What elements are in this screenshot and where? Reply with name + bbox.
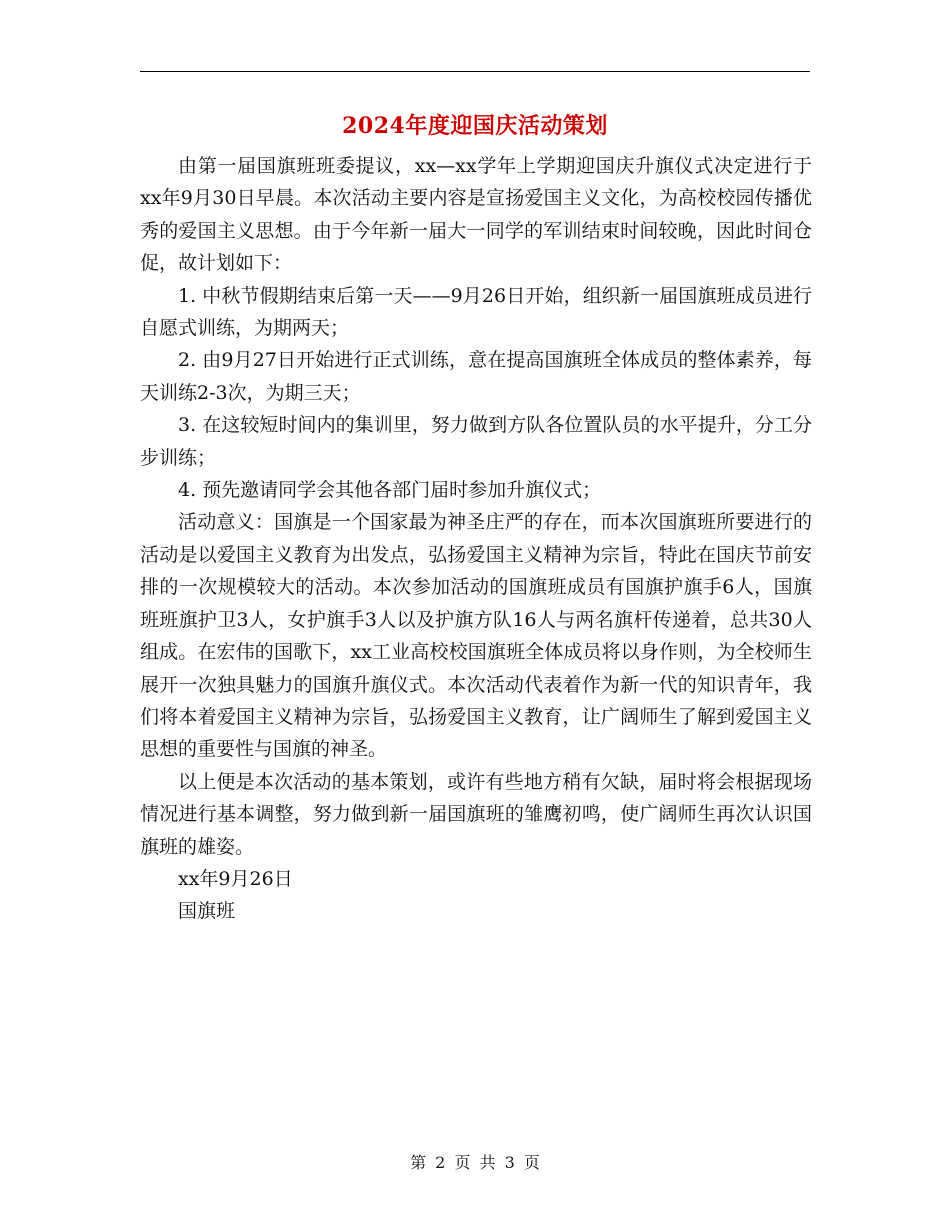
- plan-item-2: 2. 由9月27日开始进行正式训练，意在提高国旗班全体成员的整体素养，每天训练2-3次，为期三天；: [140, 349, 812, 404]
- document-title: 2024年度迎国庆活动策划: [342, 113, 608, 139]
- paragraph-significance: 活动意义：国旗是一个国家最为神圣庄严的存在，而本次国旗班所要进行的活动是以爱国主义教育为出发点，弘扬爱国主义精神为宗旨，特此在国庆节前安排的一次规模较大的活动。本次参加活动的国旗班成员有国旗护旗手6人，国旗班班旗护卫3人，女护旗手3人以及护旗方队16人与两名旗杆传递着，总共30人组成。在宏伟的国歌下，xx工业高校校国旗班全体成员将以身作则，为全校师生展开一次独具魅力的国旗升旗仪式。本次活动代表着作为新一代的知识青年，我们将本着爱国主义精神为宗旨，弘扬爱国主义教育，让广阔师生了解到爱国主义思想的重要性与国旗的神圣。: [140, 511, 812, 761]
- plan-item-4: 4. 预先邀请同学会其他各部门届时参加升旗仪式；: [178, 479, 602, 502]
- document-signature: 国旗班: [178, 900, 236, 923]
- page-number: 第 2 页 共 3 页: [410, 1153, 540, 1172]
- header-rule: [140, 71, 810, 72]
- paragraph-intro: 由第一届国旗班班委提议，xx—xx学年上学期迎国庆升旗仪式决定进行于xx年9月30日早晨。本次活动主要内容是宣扬爱国主义文化，为高校校园传播优秀的爱国主义思想。由于今年新一届大一同学的军训结束时间较晚，因此时间仓促，故计划如下：: [140, 155, 812, 275]
- paragraph-conclusion: 以上便是本次活动的基本策划，或许有些地方稍有欠缺，届时将会根据现场情况进行基本调整，努力做到新一届国旗班的雏鹰初鸣，使广阔师生再次认识国旗班的雄姿。: [140, 770, 812, 858]
- plan-item-3: 3. 在这较短时间内的集训里，努力做到方队各位置队员的水平提升，分工分步训练；: [140, 414, 812, 469]
- document-date: xx年9月26日: [178, 867, 293, 890]
- document-body: [140, 150, 812, 928]
- plan-item-1: 1. 中秋节假期结束后第一天——9月26日开始，组织新一届国旗班成员进行自愿式训练，为期两天；: [140, 284, 812, 340]
